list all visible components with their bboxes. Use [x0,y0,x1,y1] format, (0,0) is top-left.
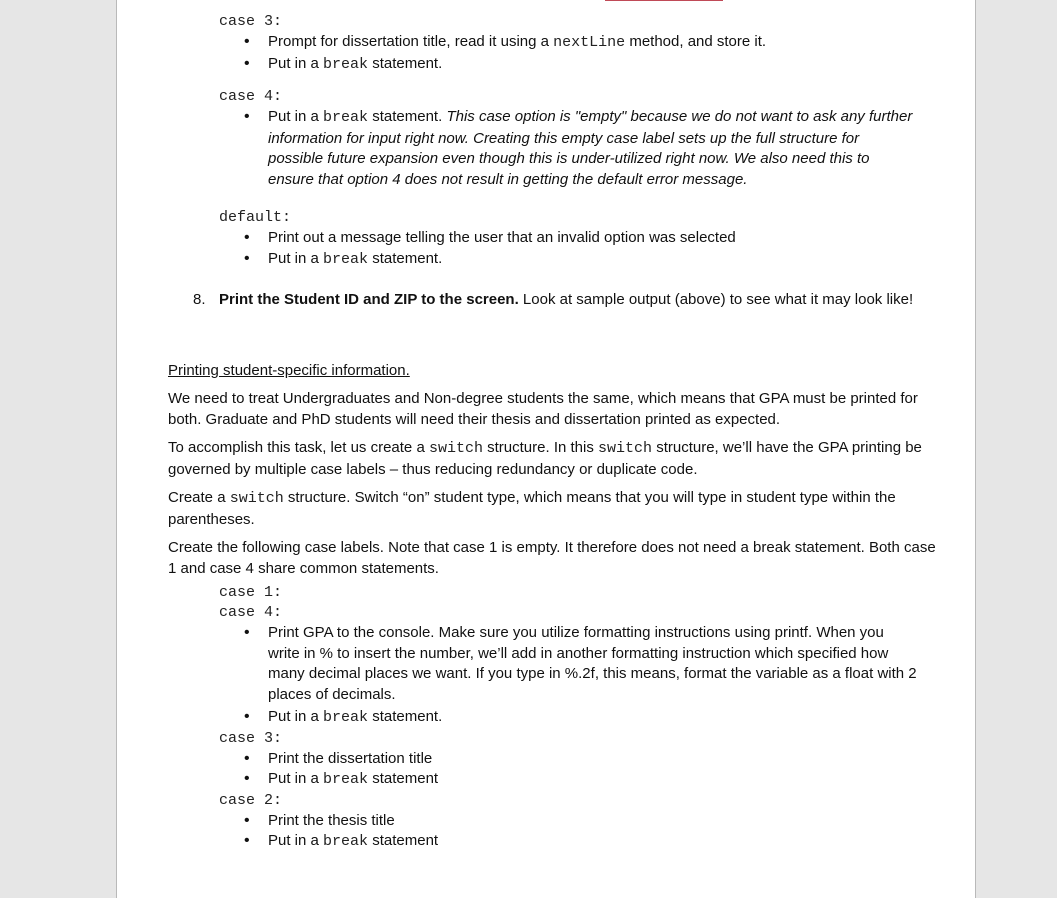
list-item: • Put in a break statement. [268,54,938,76]
list-item: • Print out a message telling the user that an invalid option was selected [268,228,938,249]
document-body [168,12,938,853]
case-label: case 3: [219,729,283,747]
section-heading: Printing student-specific information. [168,361,410,379]
bullet-list [168,107,938,190]
list-item: • Print the dissertation title [268,749,938,770]
bullet-list [168,623,938,729]
bullet-list [168,32,938,75]
bullet-list [168,228,938,270]
list-item: • Put in a break statement [268,769,938,791]
paragraph: Create a switch structure. Switch “on” student type, which means that you will type in student type within the parentheses. [168,489,896,528]
case-label: case 2: [219,791,283,809]
numbered-step: 8. Print the Student ID and ZIP to the screen. Look at sample output (above) to see what it may look like! [193,291,914,308]
bullet-list [168,811,938,853]
case-label: case 3: [219,13,283,30]
list-item: • Print the thesis title [268,811,938,832]
bullet-list [168,749,938,791]
paragraph: We need to treat Undergraduates and Non-degree students the same, which means that GPA must be printed for both. Graduate and PhD students will need their thesis and dissertation printed as expected. [168,390,918,428]
document-page [116,0,976,898]
list-item: • Put in a break statement. This case option is "empty" because we do not want to ask any further information for input right now. Creating this empty case label sets up the full structure for possible future expansion even though this is under-utilized right now. We also need this to ensure that option 4 does not result in getting the default error message. [268,107,918,190]
case-label: case 1: [219,584,283,601]
paragraph: Create the following case labels. Note that case 1 is empty. It therefore does not need a break statement. Both case 1 and case 4 share common statements. [168,539,936,577]
paragraph: To accomplish this task, let us create a switch structure. In this switch structure, we’ll have the GPA printing be governed by multiple case labels – thus reducing redundancy or duplicate code. [168,439,922,478]
list-item: • Prompt for dissertation title, read it using a nextLine method, and store it. [268,32,938,54]
list-item: • Put in a break statement [268,831,938,853]
list-item: • Put in a break statement. [268,249,938,271]
case-label: case 4: [219,88,283,105]
case-label: case 4: [219,604,283,621]
list-item: • Print GPA to the console. Make sure you utilize formatting instructions using printf. When you write in % to insert the number, we’ll add in another formatting instruction which specified how many decimal places we want. If you type in %.2f, this means, format the variable as a float with 2 places of decimals. [268,623,918,705]
list-item: • Put in a break statement. [268,707,938,729]
heading-fragment [605,0,723,1]
case-label: default: [219,209,292,226]
